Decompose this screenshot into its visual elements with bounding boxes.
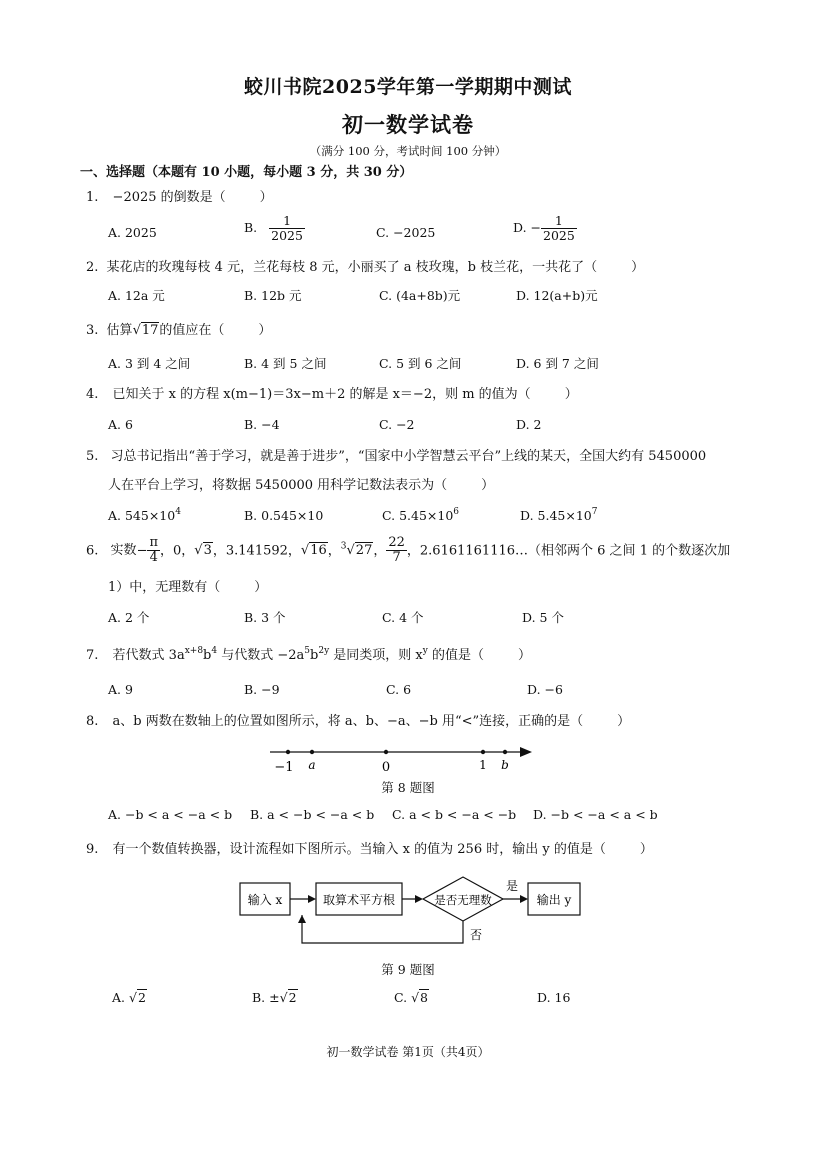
option-a: A. 3 到 4 之间 [108, 356, 191, 371]
arrow-icon [298, 915, 306, 923]
question-text: −2025 的倒数是（ [112, 190, 226, 205]
option-c: C. (4a+8b)元 [379, 288, 461, 303]
point-a [310, 750, 314, 754]
option-a: A. 2 个 [108, 610, 150, 625]
question-5: 5. 习总书记指出“善于学习，就是善于进步”，“国家中小学智慧云平台”上线的某天，全国大约有 5450000 [86, 449, 707, 464]
option-a: A. −b < a < −a < b [108, 807, 233, 822]
option-a: A. 12a 元 [108, 288, 165, 303]
arrow-icon [308, 895, 316, 903]
option-d: D. $5.45\times 10^7$ [520, 507, 598, 523]
flow-loop-line [302, 915, 463, 943]
fraction: $\frac{1}{2025}$ [543, 213, 575, 243]
option-b: B. $\frac{1}{2025}$ [244, 213, 303, 243]
paper-title: 初一数学试卷 [342, 112, 474, 137]
figure-caption: 第 9 题图 [381, 962, 435, 977]
question-1: 1. −2025 的倒数是（ ） [86, 190, 273, 205]
option-b: B. 3 个 [244, 610, 286, 625]
question-9: 9. 有一个数值转换器，设计流程如下图所示。当输入 x 的值为 256 时，输出 y 的值是（ ） [86, 842, 653, 857]
option-d: D. −b < −a < a < b [533, 807, 658, 822]
option-b: B. −9 [244, 682, 280, 697]
sqrt-symbol: √17 [132, 323, 159, 338]
section-heading: 一、选择题（本题有 10 小题，每小题 3 分，共 30 分） [80, 165, 413, 180]
sqrt-symbol: √8 [411, 990, 428, 1005]
cube-root-symbol: √27 [346, 543, 373, 559]
option-c: C. a < b < −a < −b [392, 807, 517, 822]
label-a: a [308, 758, 316, 772]
option-d: D. 2 [516, 417, 542, 432]
option-b: B. 4 到 5 之间 [244, 356, 327, 371]
option-d: D. 16 [537, 990, 571, 1005]
option-c: C. √8 [394, 990, 428, 1005]
option-b: B. 12b 元 [244, 288, 302, 303]
option-a: A. √2 [112, 990, 146, 1005]
question-2: 2. 某花店的玫瑰每枝 4 元，兰花每枝 8 元，小丽买了 a 枝玫瑰，b 枝兰花，一共花了（ ） [86, 260, 645, 275]
school-title: 蛟川书院2025学年第一学期期中测试 [244, 76, 572, 98]
sqrt-symbol: √2 [129, 990, 146, 1005]
point-b [503, 750, 507, 754]
label-b: b [501, 758, 509, 772]
fraction: $\frac{\pi}{4}$ [149, 535, 159, 566]
sqrt-symbol: √2 [279, 990, 297, 1005]
question-6: 6. 实数− $\frac{\pi}{4}$ ，0，√3，3.141592，√16，$^3$√27， $\frac{22}{7}$ ，2.6161161116…（相邻两个 6 之间 1 的个数逐次加 [86, 535, 731, 566]
option-b: B. −4 [244, 417, 280, 432]
option-a: A. 9 [108, 682, 133, 697]
sqrt-symbol: √16 [300, 543, 327, 559]
question-6-line2: 1）中，无理数有（ ） [108, 580, 268, 595]
option-a: A. 6 [108, 417, 133, 432]
flow-output-label: 输出 y [536, 893, 572, 907]
option-c: C. 5 到 6 之间 [379, 356, 462, 371]
number-line-figure [262, 740, 542, 774]
option-c: C. −2025 [376, 225, 436, 240]
label-minus-one: −1 [274, 760, 294, 774]
fraction: $\frac{1}{2025}$ [271, 213, 303, 243]
question-3: 3. 估算√17的值应在（ ） [86, 323, 272, 338]
option-b: B. 0.545×10 [244, 508, 324, 523]
question-8: 8. a、b 两数在数轴上的位置如图所示，将 a、b、−a、−b 用“<”连接，正确的是（ ） [86, 714, 631, 729]
option-a: A. $545\times 10^4$ [108, 507, 181, 523]
option-d: D. 6 到 7 之间 [516, 356, 599, 371]
flow-input-label: 输入 x [247, 893, 283, 907]
option-b: B. ±√2 [252, 990, 297, 1005]
point-one [481, 750, 485, 754]
flow-process-label: 取算术平方根 [322, 893, 396, 907]
page-footer: 初一数学试卷 第1页（共4页） [326, 1045, 490, 1059]
exam-note: （满分 100 分，考试时间 100 分钟） [309, 144, 507, 158]
flow-yes-label: 是 [505, 879, 519, 893]
flow-decision-label: 是否无理数 [434, 893, 492, 907]
option-c: C. $5.45\times 10^6$ [382, 507, 460, 523]
option-d: D. 5 个 [522, 610, 564, 625]
figure-caption: 第 8 题图 [381, 780, 435, 795]
question-7: 7. 若代数式 $3a^{x+8}b^4$ 与代数式 $-2a^5b^{2y}$ 是同类项，则 $x^y$ 的值是（ ） [86, 646, 532, 663]
arrow-icon [520, 747, 532, 757]
sqrt-symbol: √3 [194, 543, 212, 559]
point-minus-one [286, 750, 290, 754]
question-number: 1. [86, 190, 99, 205]
question-5-line2: 人在平台上学习，将数据 5450000 用科学记数法表示为（ ） [108, 478, 495, 493]
question-4: 4. 已知关于 x 的方程 x(m−1)＝3x−m＋2 的解是 x＝−2，则 m 的值为（ ） [86, 387, 578, 402]
option-c: C. 4 个 [382, 610, 424, 625]
option-c: C. 6 [386, 682, 412, 697]
option-c: C. −2 [379, 417, 415, 432]
option-d: D. −6 [527, 682, 563, 697]
label-one: 1 [479, 758, 487, 772]
fraction: $\frac{22}{7}$ [388, 535, 405, 566]
flowchart-figure [236, 873, 586, 951]
label-zero: 0 [381, 760, 391, 774]
point-zero [384, 750, 388, 754]
flow-no-label: 否 [469, 928, 483, 942]
option-b: B. a < −b < −a < b [250, 807, 375, 822]
option-d: D. 12(a+b)元 [516, 288, 598, 303]
arrow-icon [520, 895, 528, 903]
option-d: D. − $\frac{1}{2025}$ [513, 213, 575, 243]
option-a: A. 2025 [108, 225, 157, 240]
